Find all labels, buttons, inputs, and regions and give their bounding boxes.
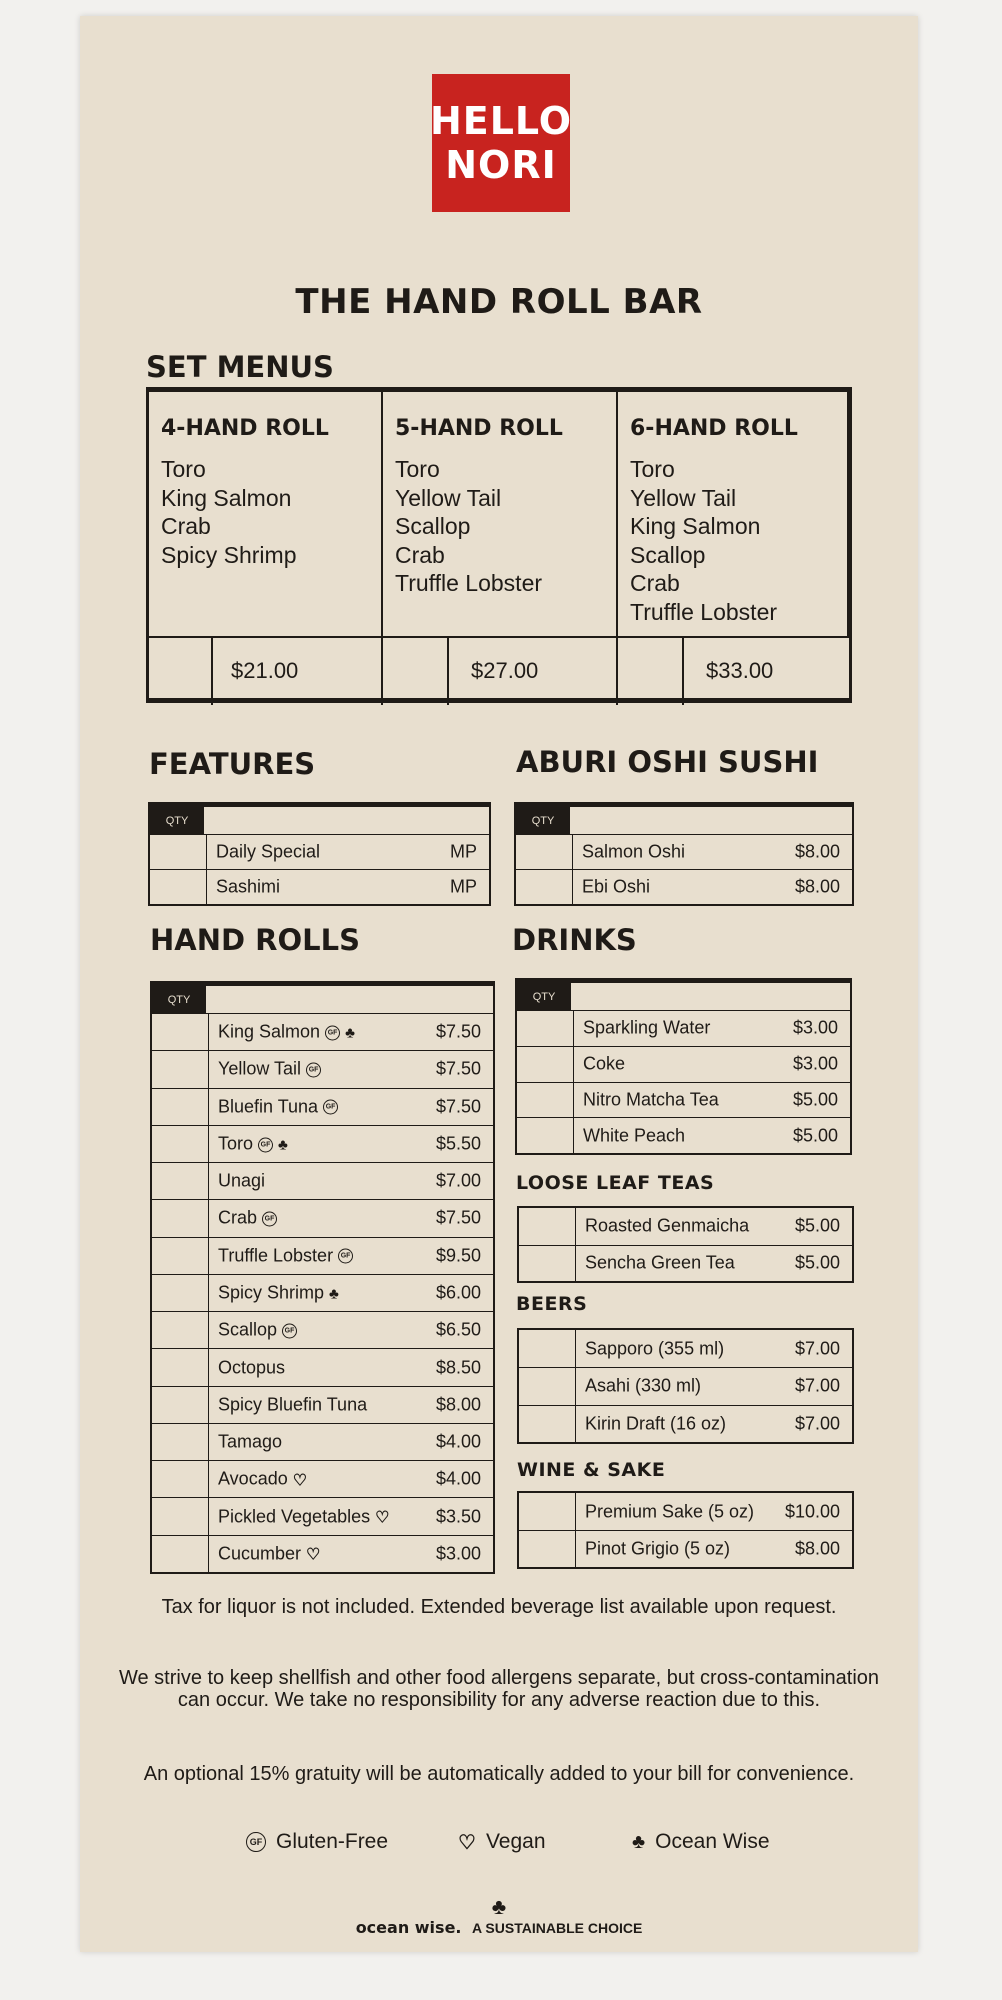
- vegan-heart-icon: ♡: [292, 1472, 308, 1490]
- set-menu-title: 6-HAND ROLL: [630, 416, 798, 441]
- gluten-free-icon: GF: [258, 1137, 273, 1152]
- item-name: [585, 1376, 701, 1397]
- set-menu-title: 4-HAND ROLL: [161, 416, 329, 441]
- menu-item-row: [152, 1423, 493, 1460]
- menu-item-row: [517, 1117, 850, 1153]
- teas-table: [517, 1206, 854, 1283]
- item-name-text: Kirin Draft (16 oz): [585, 1413, 727, 1434]
- ocean-wise-brand: ocean wise.: [355, 1918, 462, 1937]
- logo-line-2: NORI: [445, 143, 557, 187]
- qty-box[interactable]: [519, 1246, 576, 1282]
- set-price-4: $21.00: [231, 658, 299, 683]
- item-price: $7.50: [435, 1021, 481, 1042]
- tax-note: Tax for liquor is not included. Extended beverage list available upon request.: [161, 1596, 837, 1618]
- menu-sheet: [80, 16, 918, 1952]
- menu-item-row: [519, 1530, 852, 1567]
- item-name: [216, 842, 320, 863]
- item-price: $9.50: [435, 1245, 481, 1266]
- item-price: $8.50: [435, 1357, 481, 1378]
- item-name: [582, 842, 685, 863]
- set-menu-item: Crab: [630, 570, 680, 596]
- qty-box[interactable]: [152, 1312, 209, 1348]
- set-menu-item: Crab: [395, 541, 445, 568]
- legend-vegan: [458, 1830, 546, 1854]
- item-name: [218, 1208, 277, 1229]
- item-price: $7.50: [435, 1207, 481, 1228]
- menu-item-row: [152, 1274, 493, 1311]
- item-price: $7.00: [794, 1338, 840, 1359]
- qty-box[interactable]: [152, 1461, 209, 1497]
- qty-box[interactable]: [618, 638, 684, 705]
- item-name-text: Spicy Shrimp: [218, 1282, 325, 1303]
- beers-heading: BEERS: [516, 1293, 588, 1315]
- item-name: [218, 1171, 265, 1192]
- ocean-wise-fish-icon: ♣: [632, 1830, 646, 1853]
- item-name: [218, 1543, 320, 1564]
- item-name: [218, 1245, 353, 1266]
- ocean-wise-footer: [80, 1896, 918, 1938]
- menu-item-row: [152, 1237, 493, 1274]
- qty-header: QTY: [517, 983, 571, 1010]
- qty-box[interactable]: [519, 1531, 576, 1567]
- menu-item-row: [152, 1199, 493, 1236]
- item-price: $7.00: [435, 1170, 481, 1191]
- ocean-wise-fish-icon: ♣: [345, 1024, 355, 1042]
- qty-box[interactable]: [519, 1406, 576, 1442]
- hello-nori-logo: [429, 74, 573, 212]
- menu-item-row: [152, 1348, 493, 1385]
- item-name: [583, 1125, 685, 1146]
- item-name: [218, 1506, 389, 1527]
- item-name: [218, 1059, 321, 1080]
- legend-vegan-label: Vegan: [485, 1830, 546, 1853]
- qty-box[interactable]: [516, 870, 573, 904]
- set-menu-item: Toro: [395, 456, 440, 482]
- qty-box[interactable]: [150, 870, 207, 904]
- item-price: $3.00: [435, 1543, 481, 1564]
- item-name: [585, 1338, 724, 1359]
- set-price-5: $27.00: [471, 658, 539, 683]
- item-name: [585, 1501, 754, 1522]
- set-menu-item: Yellow Tail: [395, 484, 502, 511]
- item-name: [218, 1469, 307, 1490]
- item-price: $4.00: [435, 1468, 481, 1489]
- item-price: $8.00: [794, 1538, 840, 1559]
- features-table: [148, 802, 491, 906]
- item-name: [218, 1394, 367, 1415]
- item-price: $7.00: [794, 1413, 840, 1434]
- menu-item-row: [152, 1125, 493, 1162]
- teas-heading: LOOSE LEAF TEAS: [516, 1172, 715, 1194]
- qty-box[interactable]: [152, 1238, 209, 1274]
- item-name: [218, 1432, 282, 1453]
- menu-item-row: [152, 1162, 493, 1199]
- qty-box[interactable]: [519, 1493, 576, 1530]
- item-price: $5.00: [792, 1125, 838, 1146]
- menu-item-row: [516, 834, 852, 869]
- menu-item-row: [150, 834, 489, 869]
- item-name-text: Toro: [218, 1133, 254, 1154]
- item-name-text: Sashimi: [216, 876, 281, 897]
- qty-box[interactable]: [152, 1163, 209, 1199]
- set-menu-title: 5-HAND ROLL: [395, 416, 563, 441]
- hand-rolls-heading: HAND ROLLS: [150, 923, 360, 957]
- ocean-wise-logo-icon: ♣: [491, 1894, 507, 1919]
- set-menu-item: King Salmon: [161, 484, 292, 511]
- menu-item-row: [519, 1245, 852, 1282]
- item-name-text: Ebi Oshi: [582, 876, 651, 897]
- gluten-free-icon: GF: [338, 1249, 353, 1264]
- item-name-text: Crab: [218, 1207, 258, 1228]
- logo-line-1: HELLO: [429, 99, 573, 143]
- item-name-text: Octopus: [218, 1357, 286, 1378]
- set-menu-item: Truffle Lobster: [630, 598, 778, 625]
- item-name: [582, 877, 650, 898]
- item-name-text: Pinot Grigio (5 oz): [585, 1538, 731, 1559]
- set-menu-item: Scallop: [395, 513, 471, 539]
- item-price: $8.00: [794, 841, 840, 862]
- page-title: THE HAND ROLL BAR: [295, 282, 703, 322]
- item-price: $3.00: [792, 1053, 838, 1074]
- item-name: [218, 1133, 288, 1154]
- item-name-text: Salmon Oshi: [582, 841, 686, 862]
- qty-box[interactable]: [516, 835, 573, 869]
- item-name: [585, 1216, 749, 1237]
- set-menu-item: Truffle Lobster: [395, 570, 543, 596]
- qty-box[interactable]: [152, 1387, 209, 1423]
- item-name-text: Pickled Vegetables: [218, 1506, 371, 1527]
- qty-box[interactable]: [152, 1498, 209, 1534]
- aburi-table: [514, 802, 854, 906]
- item-price: $5.00: [792, 1089, 838, 1110]
- menu-item-row: [517, 1082, 850, 1118]
- qty-box[interactable]: [519, 1330, 576, 1367]
- ocean-wise-fish-icon: ♣: [329, 1285, 339, 1303]
- beers-table: [517, 1328, 854, 1444]
- qty-box[interactable]: [152, 1424, 209, 1460]
- drinks-table: [515, 978, 852, 1155]
- item-price: $3.00: [792, 1017, 838, 1038]
- vegan-heart-icon: ♡: [306, 1546, 321, 1564]
- item-price: $6.00: [435, 1282, 481, 1303]
- hand-rolls-table: [150, 981, 495, 1574]
- qty-box[interactable]: [517, 1011, 574, 1046]
- qty-header: QTY: [152, 986, 206, 1013]
- set-menu-5-hand-roll: [383, 392, 618, 636]
- menu-item-row: [517, 1046, 850, 1082]
- item-price: MP: [450, 876, 477, 897]
- set-menu-item: Scallop: [630, 541, 706, 568]
- legend-ocean-wise: [632, 1830, 770, 1854]
- qty-box[interactable]: [152, 1014, 209, 1050]
- item-name: [218, 1096, 338, 1117]
- item-name-text: Sencha Green Tea: [585, 1252, 735, 1273]
- item-name: [218, 1282, 339, 1303]
- qty-box[interactable]: [152, 1051, 209, 1087]
- legend-gf-label: Gluten-Free: [276, 1830, 389, 1853]
- set-menu-item: Crab: [161, 513, 211, 539]
- gluten-free-icon: GF: [246, 1832, 266, 1852]
- menu-item-row: [152, 1460, 493, 1497]
- menu-item-row: [519, 1367, 852, 1404]
- item-price: $7.00: [794, 1375, 840, 1396]
- item-name-text: Roasted Genmaicha: [585, 1215, 750, 1236]
- qty-box[interactable]: [152, 1200, 209, 1236]
- item-price: $8.00: [794, 876, 840, 897]
- menu-item-row: [519, 1330, 852, 1367]
- set-menu-item: Toro: [630, 456, 675, 482]
- item-price: $5.50: [435, 1133, 481, 1154]
- menu-item-row: [519, 1405, 852, 1442]
- item-price: $7.50: [435, 1096, 481, 1117]
- qty-box[interactable]: [152, 1089, 209, 1125]
- qty-header: QTY: [150, 807, 204, 834]
- qty-box[interactable]: [152, 1536, 209, 1572]
- menu-item-row: [152, 1311, 493, 1348]
- item-name-text: Unagi: [218, 1170, 266, 1191]
- item-name-text: Tamago: [218, 1431, 283, 1452]
- item-name: [583, 1054, 625, 1075]
- qty-box[interactable]: [149, 638, 213, 705]
- gratuity-note: An optional 15% gratuity will be automatically added to your bill for convenience.: [143, 1763, 855, 1785]
- vegan-heart-icon: ♡: [375, 1509, 390, 1527]
- qty-box[interactable]: [383, 638, 449, 705]
- item-name: [585, 1413, 726, 1434]
- item-name-text: Truffle Lobster: [218, 1245, 334, 1266]
- wine-table: [517, 1491, 854, 1569]
- set-menu-item: Toro: [161, 456, 206, 482]
- item-name-text: Premium Sake (5 oz): [585, 1501, 755, 1521]
- gluten-free-icon: GF: [325, 1025, 340, 1040]
- item-price: $3.50: [435, 1506, 481, 1527]
- item-name: [583, 1018, 710, 1039]
- menu-item-row: [516, 869, 852, 904]
- menu-item-row: [150, 869, 489, 904]
- item-price: $8.00: [435, 1394, 481, 1415]
- menu-item-row: [152, 1088, 493, 1125]
- set-menu-prices: [149, 636, 849, 705]
- item-name: [585, 1253, 735, 1274]
- item-price: $7.50: [435, 1058, 481, 1079]
- item-name-text: Sapporo (355 ml): [585, 1338, 725, 1359]
- qty-box[interactable]: [517, 1083, 574, 1118]
- item-name-text: Asahi (330 ml): [585, 1375, 702, 1396]
- qty-box[interactable]: [152, 1349, 209, 1385]
- qty-box[interactable]: [519, 1368, 576, 1404]
- set-menu-item: King Salmon: [630, 513, 761, 539]
- menu-item-row: [152, 1497, 493, 1534]
- set-menu-4-hand-roll: [149, 392, 383, 636]
- menu-item-row: [152, 1535, 493, 1572]
- gluten-free-icon: GF: [262, 1212, 277, 1227]
- item-price: MP: [450, 841, 477, 862]
- item-price: $5.00: [794, 1215, 840, 1236]
- wine-heading: WINE & SAKE: [517, 1459, 666, 1481]
- qty-box[interactable]: [152, 1126, 209, 1162]
- item-price: $5.00: [794, 1252, 840, 1273]
- set-menu-item: Spicy Shrimp: [161, 541, 297, 568]
- set-price-6: $33.00: [706, 658, 774, 683]
- item-name-text: King Salmon: [218, 1021, 321, 1042]
- qty-box[interactable]: [152, 1275, 209, 1311]
- qty-box[interactable]: [150, 835, 207, 869]
- gluten-free-icon: GF: [282, 1324, 297, 1339]
- item-name: [218, 1022, 355, 1043]
- aburi-heading: ABURI OSHI SUSHI: [516, 745, 819, 779]
- set-menu-6-hand-roll: [618, 392, 849, 636]
- item-name-text: Spicy Bluefin Tuna: [218, 1394, 368, 1415]
- set-menus-heading: SET MENUS: [146, 350, 334, 384]
- item-name-text: Avocado: [218, 1468, 288, 1489]
- item-name-text: White Peach: [583, 1125, 686, 1146]
- menu-item-row: [152, 1013, 493, 1050]
- allergen-note: We strive to keep shellfish and other food allergens separate, but cross-contamination can occur. We take no responsibility for any adverse reaction due to this.: [118, 1667, 880, 1711]
- menu-item-row: [519, 1208, 852, 1245]
- item-name-text: Scallop: [218, 1319, 278, 1340]
- set-menu-item: Yellow Tail: [630, 484, 737, 511]
- item-name-text: Sparkling Water: [583, 1017, 711, 1038]
- features-heading: FEATURES: [149, 747, 316, 781]
- gluten-free-icon: GF: [323, 1100, 338, 1115]
- item-name-text: Cucumber: [218, 1543, 302, 1564]
- drinks-heading: DRINKS: [512, 923, 637, 957]
- item-name: [218, 1357, 285, 1378]
- gluten-free-icon: GF: [306, 1063, 321, 1078]
- item-name-text: Daily Special: [216, 841, 321, 862]
- qty-box[interactable]: [519, 1208, 576, 1245]
- qty-header: QTY: [516, 807, 570, 834]
- ocean-wise-tagline: A SUSTAINABLE CHOICE: [471, 1920, 643, 1936]
- item-name-text: Nitro Matcha Tea: [583, 1089, 719, 1110]
- item-name-text: Bluefin Tuna: [218, 1096, 319, 1117]
- item-name: [585, 1539, 730, 1560]
- vegan-heart-icon: ♡: [458, 1831, 476, 1854]
- item-price: $6.50: [435, 1319, 481, 1340]
- item-name: [583, 1089, 719, 1110]
- menu-item-row: [519, 1493, 852, 1530]
- legend-gluten-free: [246, 1830, 388, 1854]
- item-name-text: Coke: [583, 1053, 626, 1074]
- item-price: $10.00: [784, 1501, 840, 1521]
- menu-item-row: [152, 1050, 493, 1087]
- item-name-text: Yellow Tail: [218, 1058, 302, 1079]
- menu-item-row: [152, 1386, 493, 1423]
- qty-box[interactable]: [517, 1047, 574, 1082]
- legend-ow-label: Ocean Wise: [655, 1830, 770, 1853]
- item-price: $4.00: [435, 1431, 481, 1452]
- item-name: [218, 1320, 297, 1341]
- ocean-wise-fish-icon: ♣: [278, 1136, 288, 1154]
- menu-item-row: [517, 1010, 850, 1046]
- item-name: [216, 877, 280, 898]
- set-menus-table: [146, 387, 852, 703]
- qty-box[interactable]: [517, 1118, 574, 1153]
